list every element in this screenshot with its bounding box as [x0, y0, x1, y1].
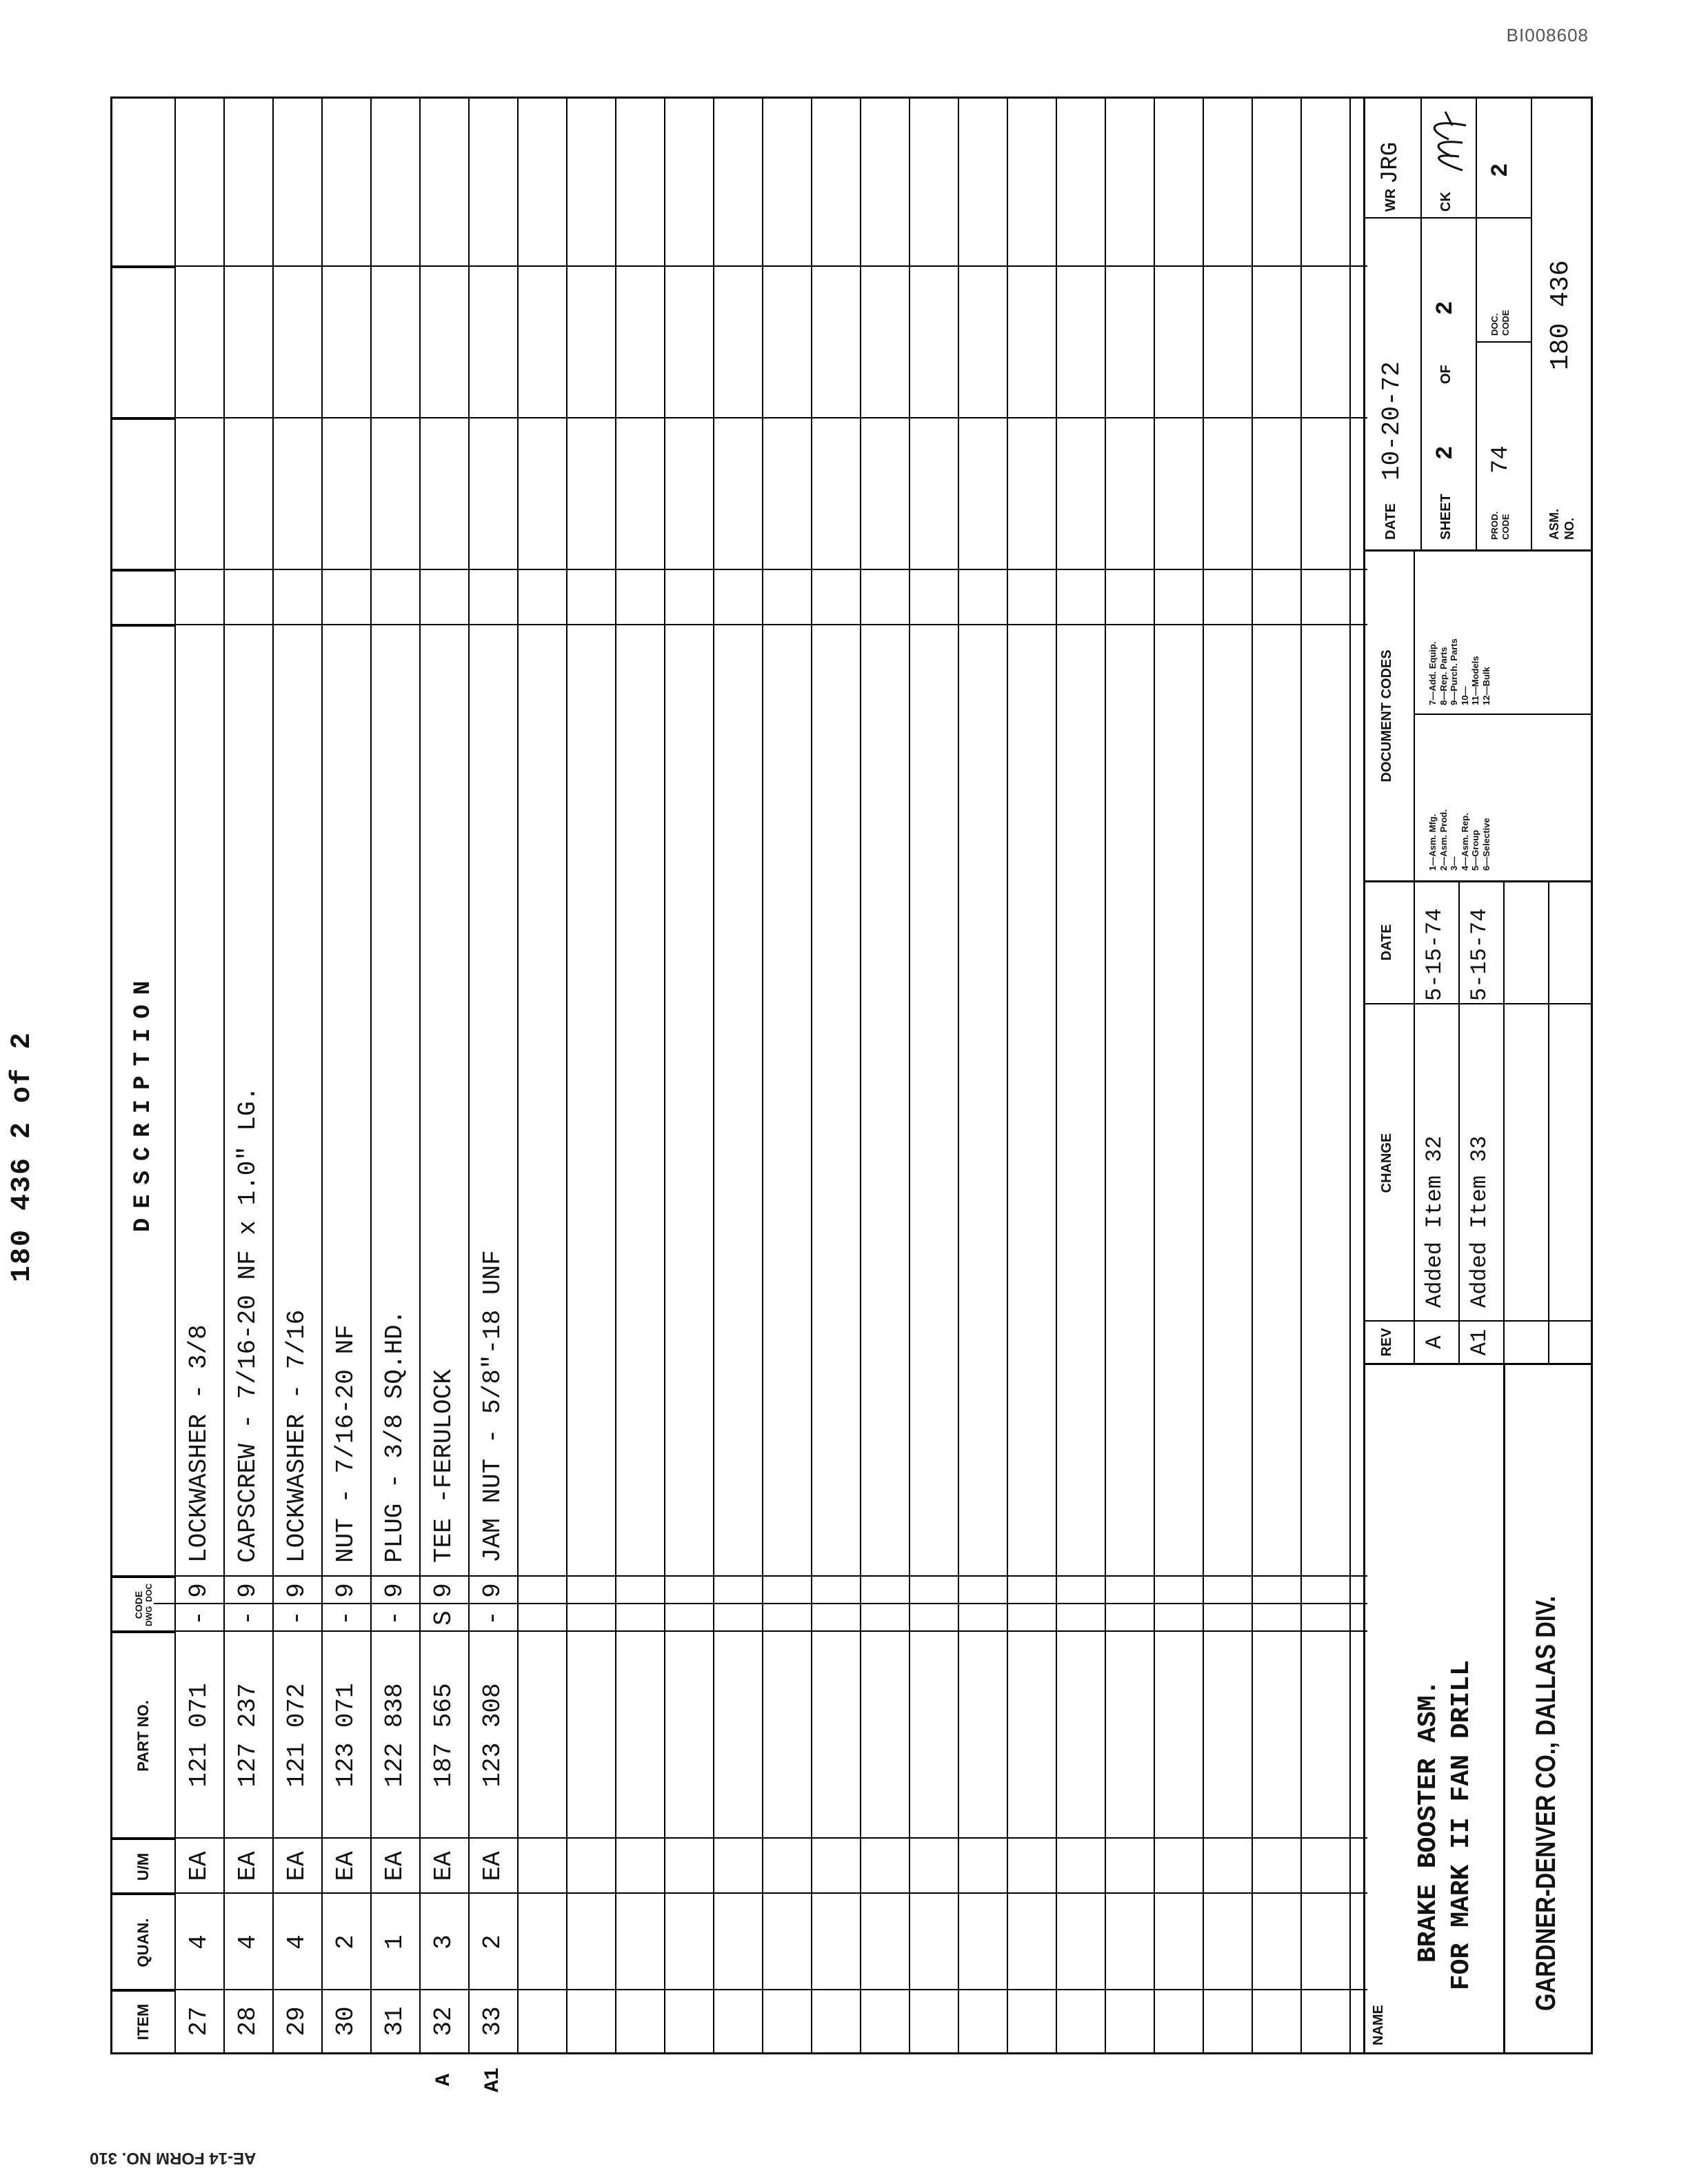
title-block	[1365, 97, 1593, 2054]
table-row	[174, 99, 223, 2052]
date-label: DATE	[1379, 924, 1394, 961]
dwg-code: -	[185, 1610, 213, 1626]
header-quantity: QUAN.	[112, 1894, 174, 1990]
row-rule	[860, 99, 861, 2052]
item-number: 32	[430, 2006, 458, 2036]
unit-of-measure: EA	[332, 1851, 360, 1881]
sheet-label: SHEET	[1438, 494, 1454, 540]
part-number: 121 071	[185, 1683, 213, 1788]
row-rule	[615, 99, 616, 2052]
revision-row	[1458, 882, 1505, 1363]
doc-code: 9	[479, 1583, 507, 1598]
unit-of-measure: EA	[430, 1851, 458, 1881]
header-um: U/M	[112, 1839, 174, 1894]
unit-of-measure: EA	[479, 1851, 507, 1881]
revision-header	[1365, 882, 1415, 1363]
doc-code-item: 11—Models	[1470, 656, 1481, 705]
revision-change: Added Item 32	[1422, 1135, 1447, 1308]
revision-mark: A	[432, 2074, 456, 2087]
header-blank-4	[112, 97, 174, 267]
wr-label: WR	[1383, 188, 1398, 212]
asm-row	[1531, 97, 1593, 549]
item-number: 30	[332, 2006, 360, 2036]
row-rule	[958, 99, 959, 2052]
doc-code: 9	[185, 1583, 213, 1598]
sheet-reference: 180 436 2 of 2	[7, 1031, 38, 1282]
of-label: OF	[1438, 365, 1454, 384]
part-number: 122 838	[381, 1683, 409, 1788]
row-rule	[1300, 99, 1302, 2052]
revision-code: A	[1422, 1335, 1447, 1349]
asm-no-label: ASM. NO.	[1547, 509, 1576, 540]
page-reference-number: BI008608	[1506, 25, 1589, 46]
company-name: GARDNER-DENVER CO., DALLAS DIV.	[1531, 1596, 1561, 2011]
description: CAPSCREW - 7/16-20 NF x 1.0" LG.	[234, 1086, 262, 1563]
assembly-name-line-1: BRAKE BOOSTER ASM.	[1414, 1679, 1443, 1963]
header-description: DESCRIPTION	[112, 625, 174, 1577]
row-rule	[1252, 99, 1253, 2052]
part-number: 123 308	[479, 1683, 507, 1788]
checker-initials-signature-icon	[1425, 108, 1473, 177]
parts-table	[110, 97, 1365, 2093]
dwg-code: -	[332, 1610, 360, 1626]
description: NUT - 7/16-20 NF	[332, 1324, 360, 1563]
table-row	[370, 99, 419, 2052]
part-number: 127 237	[234, 1683, 262, 1788]
row-rule	[713, 99, 714, 2052]
quantity: 4	[234, 1934, 262, 1950]
header-blank-3	[112, 267, 174, 418]
doc-code-item: 10—	[1459, 686, 1470, 705]
item-number: 31	[381, 2006, 409, 2036]
document-codes-label: DOCUMENT CODES	[1379, 552, 1415, 880]
header-blank-1	[112, 570, 174, 625]
change-label: CHANGE	[1379, 1133, 1394, 1193]
revision-mark: A1	[481, 2067, 505, 2093]
unit-of-measure: EA	[283, 1851, 311, 1881]
doc-code-item: 2—Asm. Prod.	[1438, 809, 1449, 871]
item-number: 29	[283, 2006, 311, 2036]
table-row	[272, 99, 321, 2052]
quantity: 4	[185, 1934, 213, 1950]
prod-code-value: 74	[1488, 445, 1514, 474]
description: LOCKWASHER - 3/8	[185, 1324, 213, 1563]
unit-of-measure: EA	[381, 1851, 409, 1881]
header-code-label: CODE	[133, 1590, 144, 1619]
date-value: 10-20-72	[1378, 361, 1406, 481]
doc-code-item: 5—Group	[1470, 829, 1481, 871]
wr-value: JRG	[1378, 141, 1404, 184]
table-row	[223, 99, 272, 2052]
description: TEE -FERULOCK	[430, 1369, 458, 1563]
company-divider	[1503, 1365, 1505, 2052]
revision-code: A1	[1467, 1328, 1492, 1356]
revision-row-empty	[1503, 882, 1549, 1363]
sheet-row	[1420, 97, 1477, 549]
table-row	[468, 99, 517, 2052]
table-row	[419, 99, 468, 2052]
revision-change: Added Item 33	[1467, 1135, 1492, 1308]
header-blank-2	[112, 418, 174, 570]
doc-code: 9	[234, 1583, 262, 1598]
rev-label: REV	[1379, 1328, 1394, 1357]
quantity: 2	[332, 1934, 360, 1950]
header-item: ITEM	[112, 1990, 174, 2052]
drawing-info	[1365, 97, 1593, 549]
item-number: 28	[234, 2006, 262, 2036]
form-number: AE-14 FORM NO. 310	[90, 2149, 257, 2167]
dwg-code: -	[283, 1610, 311, 1626]
dwg-code: S	[430, 1610, 458, 1626]
header-code	[112, 1577, 174, 1632]
description: PLUG - 3/8 SQ.HD.	[381, 1309, 409, 1563]
row-rule	[1007, 99, 1008, 2052]
row-rule	[762, 99, 763, 2052]
dwg-code: -	[479, 1610, 507, 1626]
row-rule	[811, 99, 812, 2052]
date-field-label: DATE	[1383, 503, 1398, 540]
doc-code: 9	[430, 1583, 458, 1598]
name-section	[1365, 1363, 1593, 2052]
date-row	[1365, 97, 1422, 549]
asm-no-value: 180 436	[1546, 260, 1576, 370]
part-number: 121 072	[283, 1683, 311, 1788]
code-row	[1476, 97, 1532, 549]
corner-letter	[0, 186, 1, 200]
item-number: 33	[479, 2006, 507, 2036]
name-label: NAME	[1371, 2005, 1386, 2045]
quantity: 2	[479, 1934, 507, 1950]
doc-code-item: 3—	[1449, 856, 1460, 871]
row-rule	[566, 99, 567, 2052]
row-rule	[1154, 99, 1155, 2052]
document-codes	[1365, 549, 1593, 880]
item-number: 27	[185, 2006, 213, 2036]
row-rule	[1203, 99, 1204, 2052]
doc-code-item: 1—Asm. Mfg.	[1427, 813, 1438, 871]
row-rule	[1056, 99, 1057, 2052]
row-rule	[1349, 99, 1351, 2052]
doc-code: 9	[283, 1583, 311, 1598]
dwg-code: -	[381, 1610, 409, 1626]
row-rule	[1105, 99, 1106, 2052]
revision-history	[1365, 880, 1593, 1363]
rotated-parts-list-form	[7, 97, 1634, 2093]
header-code-dwg: DWG	[144, 1606, 154, 1626]
row-rule	[909, 99, 910, 2052]
of-value: 2	[1433, 301, 1459, 315]
revision-date: 5-15-74	[1422, 908, 1447, 1001]
ck-label: CK	[1438, 192, 1454, 212]
doc-code-item: 9—Purch. Parts	[1449, 638, 1460, 705]
dwg-code: -	[234, 1610, 262, 1626]
row-rule	[517, 99, 519, 2052]
doc-code-label: DOC. CODE	[1489, 310, 1511, 336]
part-number: 123 071	[332, 1683, 360, 1788]
doc-code: 9	[381, 1583, 409, 1598]
doc-code: 9	[332, 1583, 360, 1598]
prod-code-label: PROD. CODE	[1489, 511, 1511, 540]
doc-code-item: 8—Rep. Parts	[1438, 647, 1449, 705]
row-rule	[664, 99, 665, 2052]
revision-date: 5-15-74	[1467, 908, 1492, 1001]
doc-code-item: 4—Asm. Rep.	[1459, 813, 1470, 871]
quantity: 1	[381, 1934, 409, 1950]
header-code-doc: DOC	[144, 1584, 154, 1602]
description: LOCKWASHER - 7/16	[283, 1309, 311, 1563]
assembly-name-line-2: FOR MARK II FAN DRILL	[1447, 1660, 1476, 1990]
document-codes-right	[1427, 638, 1492, 705]
header-part-no: PART NO.	[112, 1632, 174, 1839]
description: JAM NUT - 5/8"-18 UNF	[479, 1250, 507, 1563]
doc-code-item: 7—Add. Equip.	[1427, 641, 1438, 705]
quantity: 4	[283, 1934, 311, 1950]
quantity: 3	[430, 1934, 458, 1950]
doc-code-item: 6—Selective	[1480, 818, 1491, 871]
document-codes-left	[1427, 809, 1492, 871]
doc-code-value: 2	[1488, 163, 1514, 177]
doc-code-item: 12—Bulk	[1480, 667, 1491, 705]
table-row	[321, 99, 370, 2052]
unit-of-measure: EA	[234, 1851, 262, 1881]
sheet-value: 2	[1433, 445, 1459, 460]
part-number: 187 565	[430, 1683, 458, 1788]
revision-row	[1414, 882, 1460, 1363]
unit-of-measure: EA	[185, 1851, 213, 1881]
